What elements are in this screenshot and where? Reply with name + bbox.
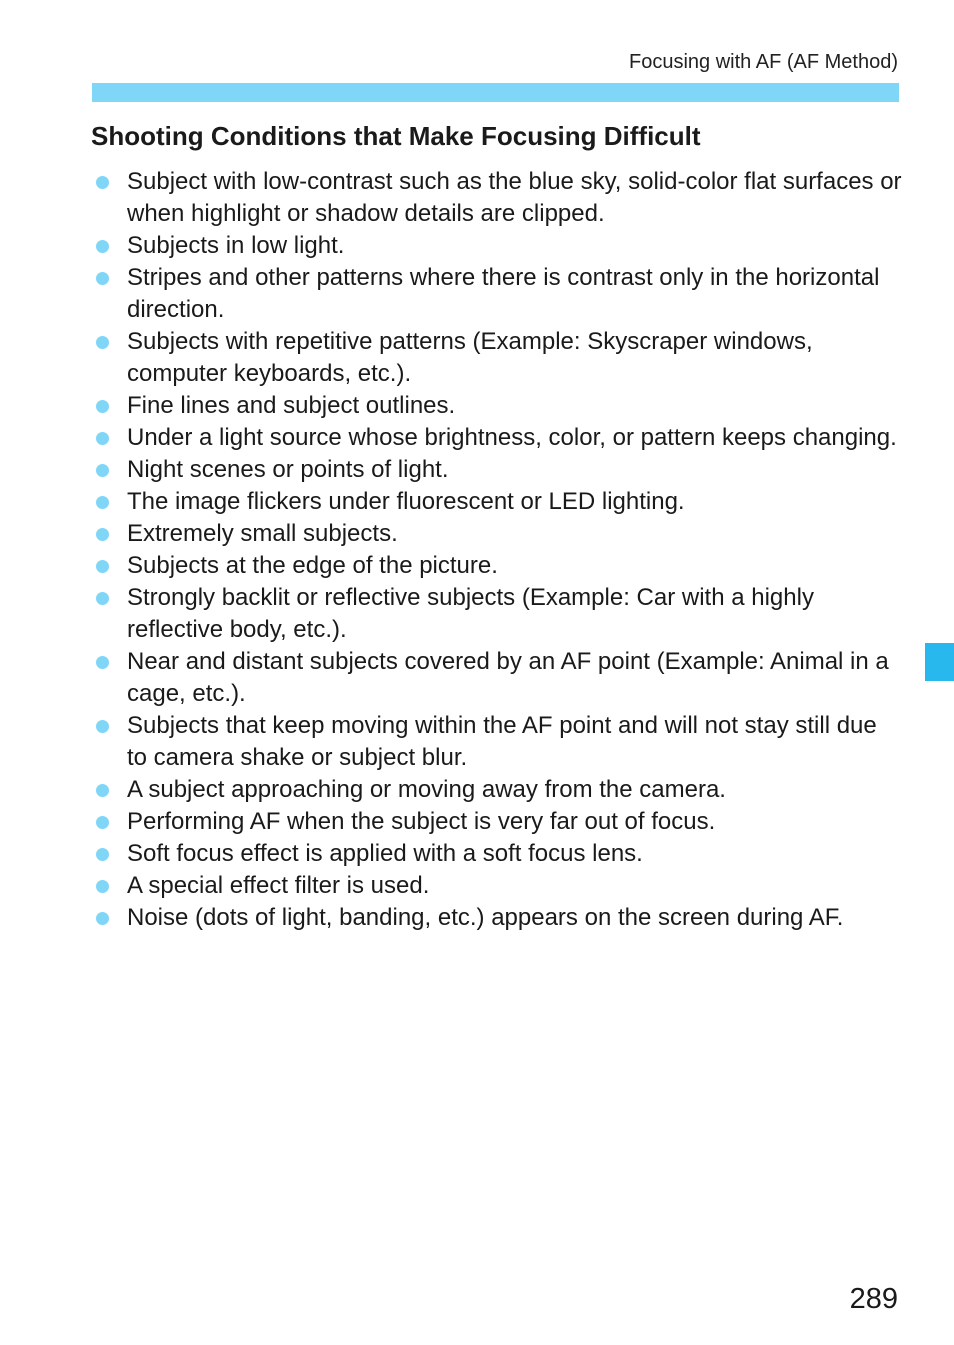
bullet-list (92, 166, 902, 934)
section-title: Shooting Conditions that Make Focusing Difficult (91, 121, 701, 151)
chapter-side-tab (925, 643, 954, 681)
list-item-text: Subjects that keep moving within the AF point and will not stay still due to camera shake or subject blur. (127, 712, 877, 771)
bullet-dot-icon (96, 496, 109, 509)
list-item (92, 390, 902, 422)
list-item (92, 422, 902, 454)
list-item (92, 518, 902, 550)
bullet-dot-icon (96, 912, 109, 925)
bullet-dot-icon (96, 784, 109, 797)
list-item-text: Subject with low-contrast such as the blue sky, solid-color flat surfaces or when highlight or shadow details are clipped. (127, 168, 902, 227)
list-item (92, 806, 902, 838)
list-item-text: Extremely small subjects. (127, 520, 398, 547)
list-item (92, 454, 902, 486)
list-item (92, 582, 902, 646)
bullet-dot-icon (96, 528, 109, 541)
bullet-dot-icon (96, 656, 109, 669)
list-item (92, 902, 902, 934)
bullet-dot-icon (96, 432, 109, 445)
header-accent-bar (92, 83, 899, 102)
list-item-text: Performing AF when the subject is very far out of focus. (127, 808, 716, 835)
bullet-dot-icon (96, 592, 109, 605)
running-header: Focusing with AF (AF Method) (629, 51, 898, 73)
list-item-text: Near and distant subjects covered by an AF point (Example: Animal in a cage, etc.). (127, 648, 889, 707)
list-item (92, 646, 902, 710)
list-item-text: Strongly backlit or reflective subjects (Example: Car with a highly reflective body, etc.). (127, 584, 814, 643)
bullet-dot-icon (96, 848, 109, 861)
list-item (92, 870, 902, 902)
list-item (92, 710, 902, 774)
bullet-dot-icon (96, 560, 109, 573)
list-item-text: Noise (dots of light, banding, etc.) appears on the screen during AF. (127, 904, 844, 931)
list-item (92, 838, 902, 870)
bullet-dot-icon (96, 880, 109, 893)
list-item-text: Soft focus effect is applied with a soft focus lens. (127, 840, 643, 867)
list-item (92, 230, 902, 262)
page-number: 289 (849, 1283, 898, 1315)
list-item-text: A special effect filter is used. (127, 872, 430, 899)
bullet-dot-icon (96, 816, 109, 829)
list-item-text: A subject approaching or moving away from the camera. (127, 776, 726, 803)
bullet-dot-icon (96, 400, 109, 413)
list-item-text: Fine lines and subject outlines. (127, 392, 456, 419)
list-item (92, 486, 902, 518)
list-item (92, 166, 902, 230)
list-item-text: Night scenes or points of light. (127, 456, 449, 483)
bullet-dot-icon (96, 464, 109, 477)
list-item-text: The image flickers under fluorescent or LED lighting. (127, 488, 685, 515)
list-item-text: Subjects with repetitive patterns (Example: Skyscraper windows, computer keyboards, etc.). (127, 328, 813, 387)
list-item-text: Subjects in low light. (127, 232, 345, 259)
list-item (92, 774, 902, 806)
list-item-text: Subjects at the edge of the picture. (127, 552, 498, 579)
bullet-dot-icon (96, 272, 109, 285)
bullet-dot-icon (96, 240, 109, 253)
bullet-dot-icon (96, 176, 109, 189)
list-item-text: Stripes and other patterns where there is contrast only in the horizontal direction. (127, 264, 880, 323)
bullet-dot-icon (96, 720, 109, 733)
list-item-text: Under a light source whose brightness, color, or pattern keeps changing. (127, 424, 897, 451)
list-item (92, 262, 902, 326)
bullet-dot-icon (96, 336, 109, 349)
list-item (92, 326, 902, 390)
list-item (92, 550, 902, 582)
